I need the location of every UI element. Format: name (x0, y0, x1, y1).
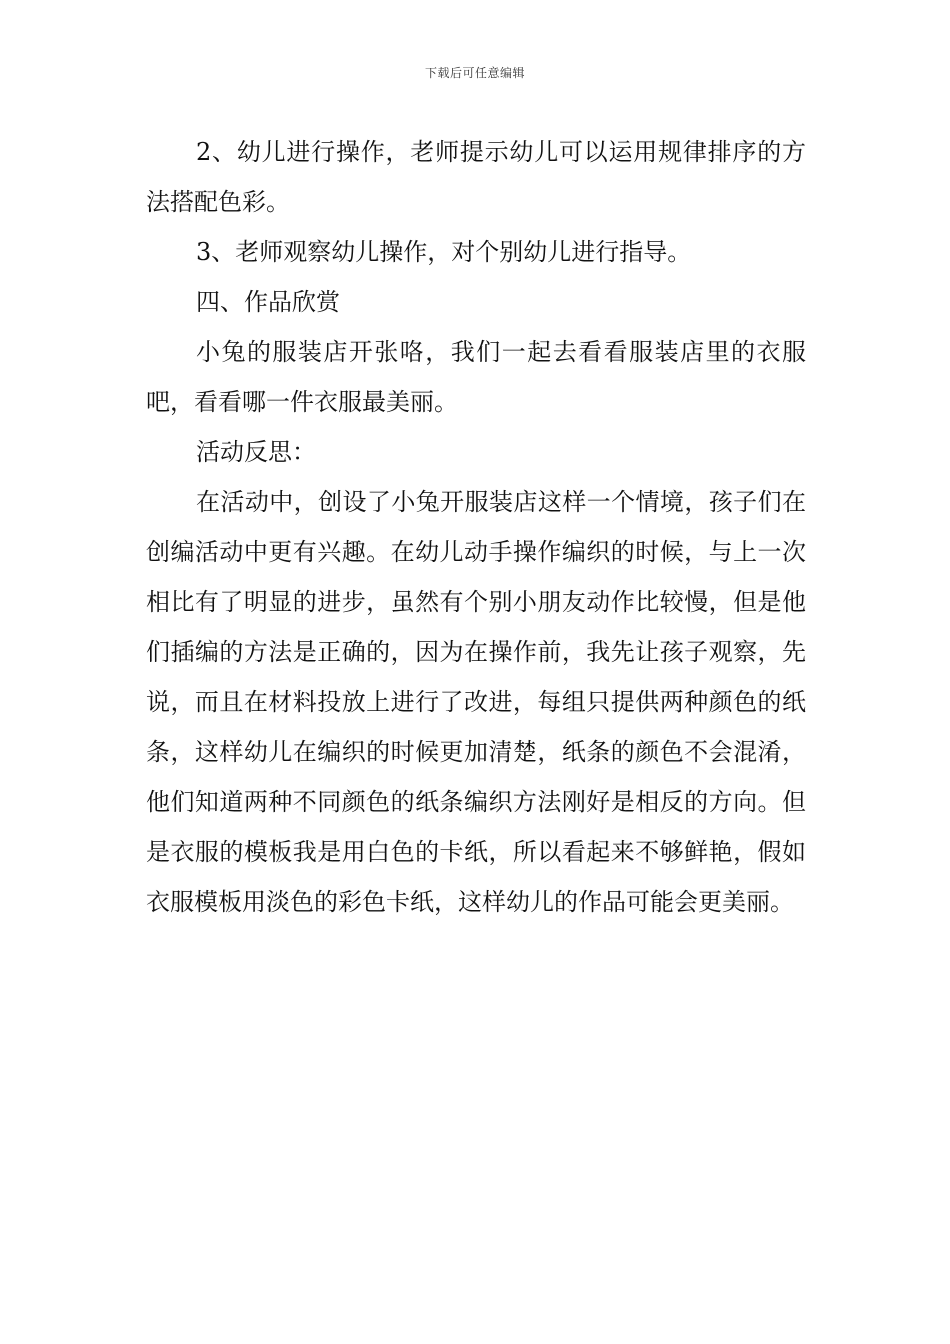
section-heading-reflection: 活动反思： (196, 438, 316, 466)
paragraph-step-2: 2、幼儿进行操作，老师提示幼儿可以运用规律排序的方法搭配色彩。 (146, 138, 806, 216)
document-body (146, 127, 806, 927)
section-heading-works: 四、作品欣赏 (196, 288, 340, 316)
paragraph-step-3: 3、老师观察幼儿操作，对个别幼儿进行指导。 (196, 238, 692, 266)
page-header: 下载后可任意编辑 (424, 66, 525, 80)
paragraph-reflection: 在活动中，创设了小兔开服装店这样一个情境，孩子们在创编活动中更有兴趣。在幼儿动手操作编织的时候，与上一次相比有了明显的进步，虽然有个别小朋友动作比较慢，但是他们插编的方法是正确的，因为在操作前，我先让孩子观察，先说，而且在材料投放上进行了改进，每组只提供两种颜色的纸条，这样幼儿在编织的时候更加清楚，纸条的颜色不会混淆，他们知道两种不同颜色的纸条编织方法刚好是相反的方向。但是衣服的模板我是用白色的卡纸，所以看起来不够鲜艳，假如衣服模板用淡色的彩色卡纸，这样幼儿的作品可能会更美丽。 (146, 488, 806, 916)
paragraph-works: 小兔的服装店开张咯，我们一起去看看服装店里的衣服吧，看看哪一件衣服最美丽。 (146, 338, 806, 416)
